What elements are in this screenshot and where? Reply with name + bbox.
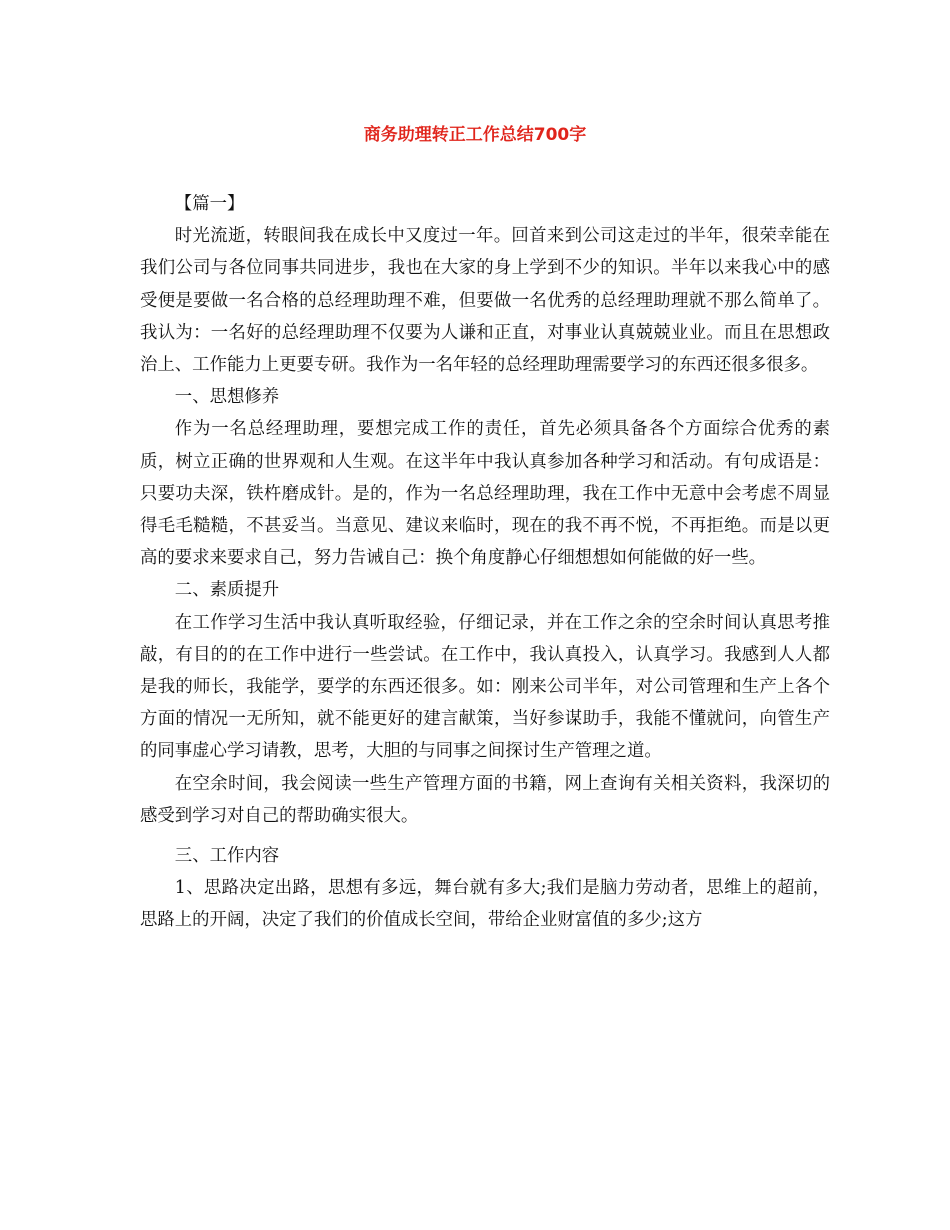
section-3-paragraph: 1、思路决定出路，思想有多远，舞台就有多大;我们是脑力劳动者，思维上的超前，思路上的开阔，决定了我们的价值成长空间，带给企业财富值的多少;这方 [140,878,830,931]
section-1-paragraph: 作为一名总经理助理，要想完成工作的责任，首先必须具备各个方面综合优秀的素质，树立正确的世界观和人生观。在这半年中我认真参加各种学习和活动。有句成语是：只要功夫深，铁杵磨成针。是的，作为一名总经理助理，我在工作中无意中会考虑不周显得毛毛糙糙，不甚妥当。当意见、建议来临时，现在的我不再不悦，不再拒绝。而是以更高的要求来要求自己，努力告诫自己：换个角度静心仔细想想如何能做的好一些。 [140,419,830,569]
section-heading-3: 三、工作内容 [174,846,280,867]
part-label: 【篇一】 [174,194,245,214]
intro-paragraph: 时光流逝，转眼间我在成长中又度过一年。回首来到公司这走过的半年，很荣幸能在我们公司与各位同事共同进步，我也在大家的身上学到不少的知识。半年以来我心中的感受便是要做一名合格的总经理助理不难，但要做一名优秀的总经理助理就不那么简单了。我认为：一名好的总经理助理不仅要为人谦和正直，对事业认真兢兢业业。而且在思想政治上、工作能力上更要专研。我作为一名年轻的总经理助理需要学习的东西还很多很多。 [140,226,830,376]
document-title: 商务助理转正工作总结700字 [363,125,587,145]
section-2-paragraph-2: 在空余时间，我会阅读一些生产管理方面的书籍，网上查询有关相关资料，我深切的感受到学习对自己的帮助确实很大。 [140,773,830,826]
section-heading-1: 一、思想修养 [174,387,280,408]
section-2-paragraph: 在工作学习生活中我认真听取经验，仔细记录，并在工作之余的空余时间认真思考推敲，有目的的在工作中进行一些尝试。在工作中，我认真投入，认真学习。我感到人人都是我的师长，我能学，要学的东西还很多。如：刚来公司半年，对公司管理和生产上各个方面的情况一无所知，就不能更好的建言献策，当好参谋助手，我能不懂就问，向管生产的同事虚心学习请教，思考，大胆的与同事之间探讨生产管理之道。 [140,612,830,762]
document-body [140,188,830,937]
section-heading-2: 二、素质提升 [174,580,280,601]
